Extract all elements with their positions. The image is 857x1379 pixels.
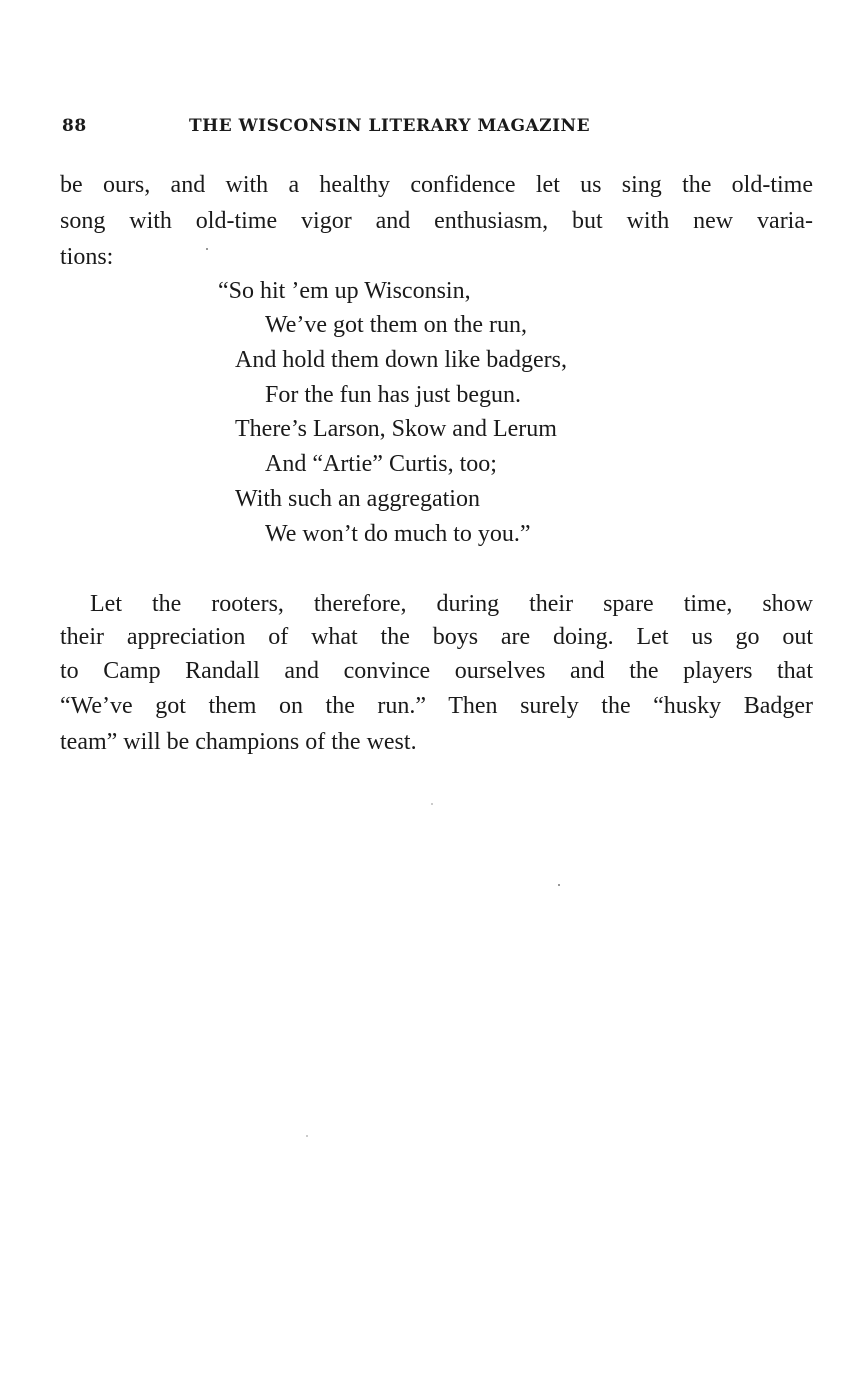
- text-line: tions:: [60, 244, 114, 270]
- verse-line: And hold them down like badgers,: [235, 347, 567, 373]
- paper-speck: [558, 884, 560, 886]
- verse-line: There’s Larson, Skow and Lerum: [235, 416, 557, 442]
- verse-line: For the fun has just begun.: [265, 382, 521, 408]
- running-head: [62, 116, 822, 140]
- verse-line: With such an aggregation: [235, 486, 480, 512]
- text-line: “We’ve got them on the run.” Then surely the “husky Badger: [60, 693, 813, 719]
- verse-line: We’ve got them on the run,: [265, 312, 527, 338]
- page-number: 88: [62, 116, 87, 136]
- text-line: their appreciation of what the boys are doing. Let us go out: [60, 624, 813, 650]
- paper-speck: [206, 248, 208, 250]
- text-line: Let the rooters, therefore, during their spare time, show: [90, 591, 813, 617]
- paper-speck: [306, 1135, 308, 1137]
- text-line: to Camp Randall and convince ourselves and the players that: [60, 658, 813, 684]
- magazine-title: THE WISCONSIN LITERARY MAGAZINE: [189, 116, 591, 136]
- text-line: song with old-time vigor and enthusiasm, but with new varia-: [60, 208, 813, 234]
- verse-line: “So hit ’em up Wisconsin,: [218, 278, 471, 304]
- text-line: be ours, and with a healthy confidence let us sing the old-time: [60, 172, 813, 198]
- paper-speck: [431, 803, 433, 805]
- text-line: team” will be champions of the west.: [60, 729, 417, 755]
- verse-line: And “Artie” Curtis, too;: [265, 451, 497, 477]
- verse-line: We won’t do much to you.”: [265, 521, 531, 547]
